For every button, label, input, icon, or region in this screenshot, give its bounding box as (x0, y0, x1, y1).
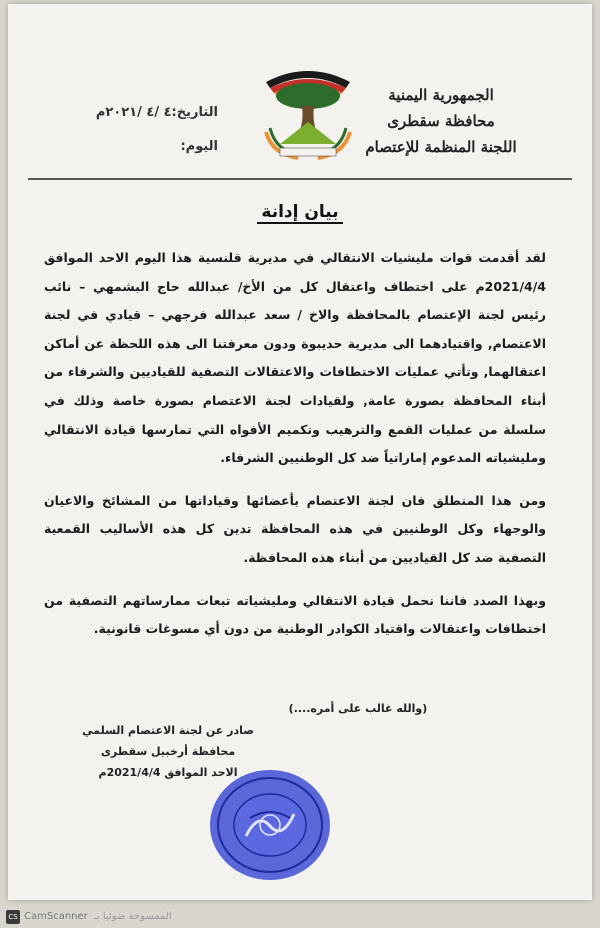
header-date-block (68, 96, 218, 164)
signature-date-line: الاحد الموافق 2021/4/4م (98, 766, 238, 779)
document-page (8, 4, 592, 900)
paragraph: ومن هذا المنطلق فان لجنة الاعتصام بأعضائها وقياداتها من المشائخ والاعيان والوجهاء وكل الوطنيين في هذه المحافظة تدين كل هذه الأساليب القمعية التصفية ضد كل القياديين من أبناء هذه المحافظة. (44, 492, 546, 565)
day-field: اليوم: (180, 139, 218, 154)
camscanner-logo-icon: CS (6, 910, 20, 924)
governorate-line: محافظة أرخبيل سقطرى (100, 745, 236, 758)
paragraph: وبهذا الصدد فاننا نحمل قيادة الانتقالي ومليشياته تبعات ممارساتهم التصفية من اختطافات واعتقالات واقتياد الكوادر الوطنية من دون أي مسوغات قانونية. (44, 592, 546, 637)
header-committee: اللجنة المنظمة للإعتصام (365, 138, 517, 156)
scanner-footer (0, 906, 600, 928)
camscanner-label: CamScanner (24, 911, 88, 922)
official-seal-stamp (206, 766, 334, 884)
header-authority (336, 82, 546, 160)
header-governorate: محافظة سقطرى (387, 112, 495, 130)
scanned-with-label: الممسوحة ضوئيا بـ (94, 911, 172, 922)
document-title (8, 202, 592, 222)
document-title-text: بيان إدانة (257, 202, 342, 224)
closing-phrase: (والله غالب على أمره....) (288, 702, 428, 715)
header-divider (28, 178, 572, 180)
date-field: التاريخ:٤ /٤ /٢٠٢١م (95, 105, 218, 120)
statement-body (44, 244, 546, 658)
issuer-line: صادر عن لجنة الاعتصام السلمي (82, 724, 254, 737)
header-country: الجمهورية اليمنية (388, 86, 494, 104)
committee-logo (258, 62, 358, 174)
paragraph: لقد أقدمت قوات مليشيات الانتقالي في مديرية قلنسية هذا اليوم الاحد الموافق 2021/4/4م على اختطاف واعتقال كل من الأخ/ عبدالله حاج البشمهي – نائب رئيس لجنة الإعتصام بالمحافظة والاخ / سعد عبدالله فرجهي – قيادي في لجنة الاعتصام, واقتيادهما الى مديرية حديبوة ودون معرفتنا الى هذه اللحظة عن أماكن اعتقالهما, وتأتي عمليات الاختطافات والاعتقالات التصفية للقياديين والشرفاء من أبناء المحافظة بصورة عامة, ولقيادات لجنة الاعتصام بصورة خاصة وذلك في سلسلة من عمليات القمع والترهيب وتكميم الأفواه التي تمارسها قيادة الانتقالي ومليشياته المدعوم إماراتياً ضد كل الوطنيين الشرفاء. (44, 250, 546, 466)
